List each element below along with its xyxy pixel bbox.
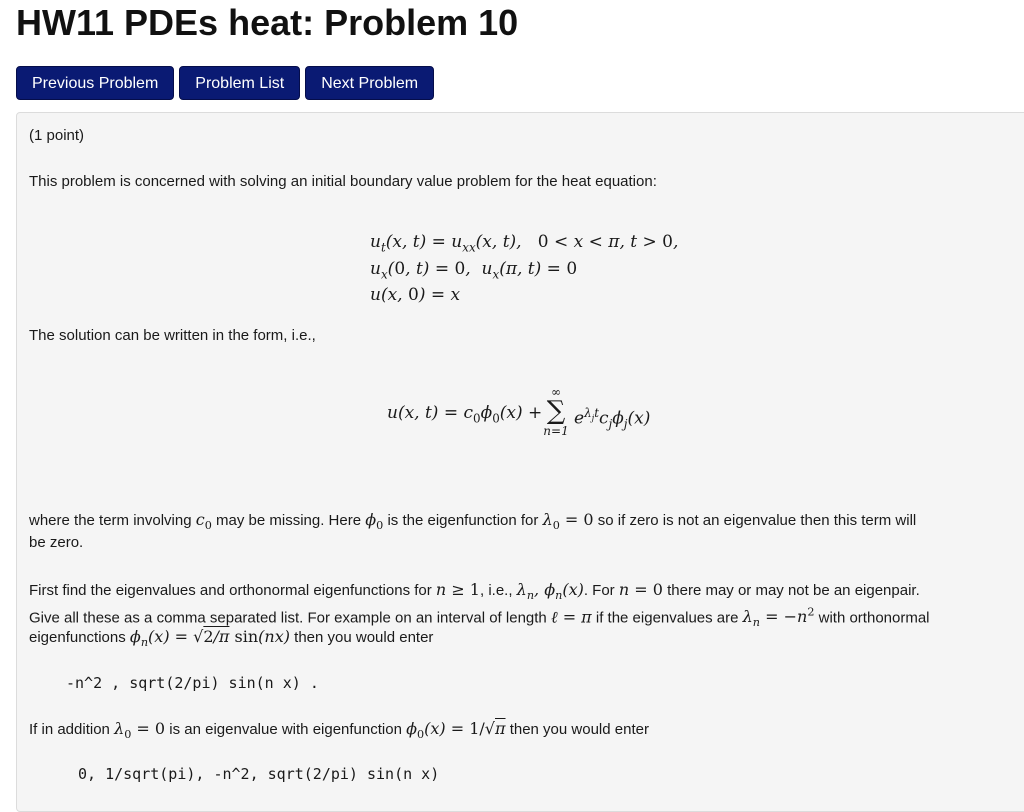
example-answer: -n^2 , sqrt(2/pi) sin(n x) . [66,674,319,692]
pde-equation: $u_t(x$, $t) = u_{xx}(x$, t), 0 < x < π, t > 0, [370,232,679,255]
instructions-line3: eigenfunctions $\phi_n(x) = √2/\pi$ sin(nx) then you would enter [29,627,434,650]
problem-body [16,112,1024,812]
initial-condition: u(x, 0) = x [370,285,461,305]
addition-paragraph: If in addition $\lambda_0 = 0$ is an eigenvalue with eigenfunction $\phi_0(x) = 1/√\pi$ then you would enter [29,719,649,742]
instructions-line2: Give all these as a comma separated list. For example on an interval of length ℓ = π if the eigenvalues are $\lambda_n = -n^2$ with orthonormal [29,606,930,630]
where-paragraph-line2: be zero. [29,534,84,551]
solution-formula-left: u(x, $t) = c_0\phi_0(x)$ + [387,403,543,426]
page-title: HW11 PDEs heat: Problem 10 [16,2,519,43]
solution-formula-right: $e^{\lambda_jt}c_j\phi_j(x)$ [574,406,651,432]
problem-list-button[interactable]: Problem List [179,66,300,100]
problem-navigation [16,66,434,100]
problem-intro: This problem is concerned with solving an initial boundary value problem for the heat equation: [29,173,657,190]
solution-form-text: The solution can be written in the form, i.e., [29,327,316,344]
boundary-conditions: $u_x(0$, t) = 0, $u_x(\pi$, t) = 0 [370,259,578,282]
where-paragraph-line1: where the term involving $c_0$ may be missing. Here $\phi_0$ is the eigenfunction for $\lambda_0 = 0$ so if zero is not an eigenvalue then this term will [29,510,917,533]
next-problem-button[interactable]: Next Problem [305,66,434,100]
summation-symbol: ∞ ∑ n=1 [543,385,569,438]
example-answer-with-zero: 0, 1/sqrt(pi), -n^2, sqrt(2/pi) sin(n x) [78,765,440,783]
instructions-line1: First find the eigenvalues and orthonormal eigenfunctions for n ≥ 1, i.e., $\lambda_n$, $\phi_n(x)$. For n = 0 there may or may not be an eigenpair. [29,580,920,603]
previous-problem-button[interactable]: Previous Problem [16,66,174,100]
problem-points: (1 point) [29,127,85,144]
